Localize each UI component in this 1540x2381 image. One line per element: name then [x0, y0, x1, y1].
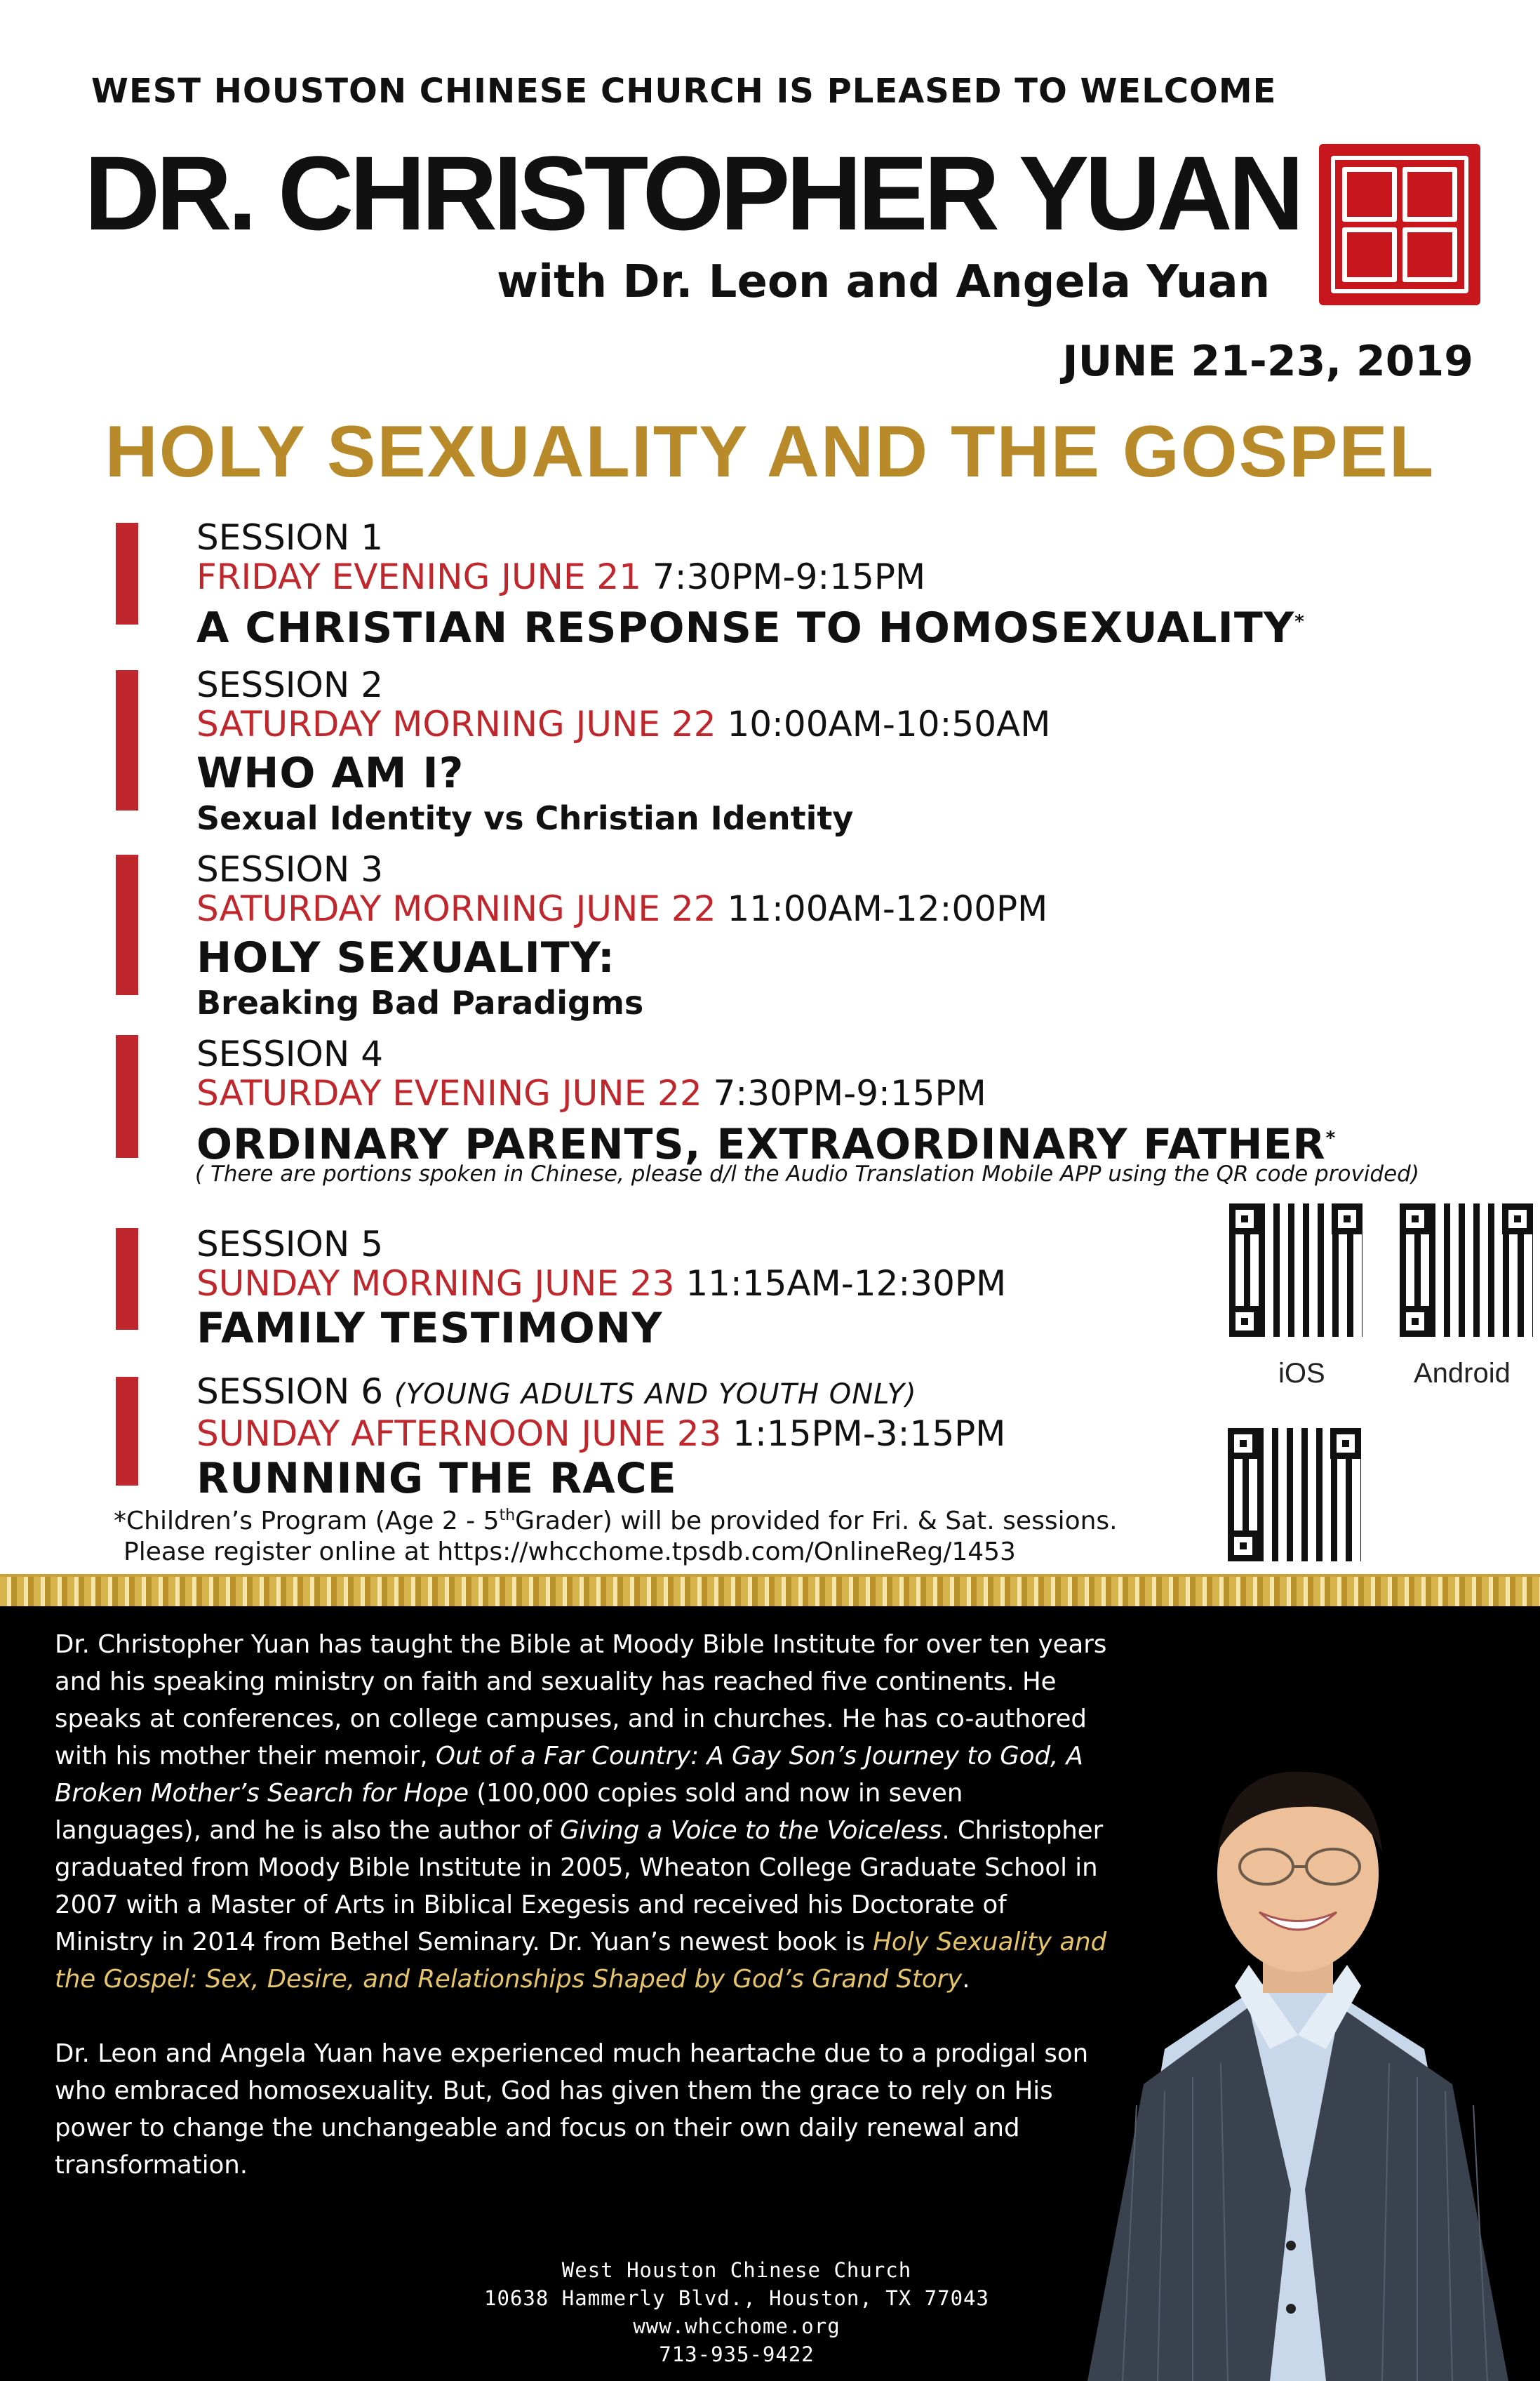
bio-text-run: Dr. Christopher Yuan has taught the Bible at Moody Bible Institute for over ten years and his speaking ministry on faith and sexuality has reached five continents. He speaks at conferences, on college campuses, and in churches. He has co-authored with his mother their memoir, [55, 1630, 1107, 1770]
event-dates: JUNE 21-23, 2019 [1062, 337, 1473, 386]
church-address: 10638 Hammerly Blvd., Houston, TX 77043 [484, 2286, 989, 2310]
session-title: RUNNING THE RACE [196, 1454, 677, 1503]
session-3 [196, 850, 1459, 1022]
session-day: SATURDAY MORNING JUNE 22 [196, 888, 716, 929]
session-day: SATURDAY MORNING JUNE 22 [196, 704, 716, 745]
session-number: SESSION 5 [196, 1224, 384, 1265]
session-time: 10:00AM-10:50AM [727, 704, 1051, 745]
bio-text-run: . Christopher graduated from Moody Bible Institute in 2005, Wheaton College Graduate School in 2007 with a Master of Arts in Biblical Exegesis and received his Doctorate of Ministry in 2014 from Bethel Seminary. Dr. Yuan’s newest book is [55, 1816, 1104, 1956]
session-when [196, 889, 1459, 928]
translation-note: ( There are portions spoken in Chinese, please d/l the Audio Translation Mobile APP using the QR code provided) [195, 1161, 1419, 1187]
session-title: WHO AM I? [196, 749, 464, 798]
session-title-text: A CHRISTIAN RESPONSE TO HOMOSEXUALITY [196, 603, 1295, 653]
session-when [196, 557, 1459, 596]
speaker-name: DR. CHRISTOPHER YUAN [84, 134, 1301, 252]
superscript: th [499, 1507, 516, 1524]
church-name: West Houston Chinese Church [561, 2258, 912, 2282]
asterisk-mark: * [1325, 1128, 1337, 1149]
chinese-seal-logo [1319, 144, 1480, 305]
ios-qr-code[interactable] [1229, 1203, 1362, 1337]
bio-paragraph-2: Dr. Leon and Angela Yuan have experienced much heartache due to a prodigal son who embraced homosexuality. But, God has given them the grace to rely on His power to change the unchangeable and focus on their own daily renewal and transformation. [55, 2039, 1089, 2180]
gold-ornamental-border [0, 1574, 1540, 1606]
android-qr-code[interactable] [1400, 1203, 1533, 1337]
session-time: 7:30PM-9:15PM [652, 556, 926, 597]
ios-label: iOS [1278, 1358, 1325, 1389]
session-when [196, 1074, 1459, 1113]
registration-link[interactable]: Please register online at https://whcchome.tpsdb.com/OnlineReg/1453 [123, 1538, 1016, 1566]
memoir-title: Out of a Far Country: A Gay Son’s Journey to God, A Broken Mother’s Search for Hope [55, 1742, 1083, 1808]
newest-book-title: Holy Sexuality and the Gospel: Sex, Desire, and Relationships Shaped by God’s Grand Story [55, 1928, 1107, 1994]
session-day: FRIDAY EVENING JUNE 21 [196, 556, 642, 597]
footnote-line-1 [114, 1500, 1118, 1537]
session-number-text: SESSION 6 [196, 1371, 384, 1412]
android-label: Android [1414, 1358, 1511, 1389]
session-number: SESSION 1 [196, 517, 384, 558]
childrens-program-note [114, 1500, 1118, 1568]
footnote-text: *Children’s Program (Age 2 - 5 [114, 1507, 500, 1535]
session-time: 11:00AM-12:00PM [727, 888, 1048, 929]
bio-text-run: . [962, 1965, 970, 1994]
asterisk-mark: * [1294, 611, 1305, 632]
session-day: SUNDAY AFTERNOON JUNE 23 [196, 1413, 722, 1454]
bio-text-run: (100,000 copies sold and now in seven languages), and he is also the author of [55, 1779, 963, 1845]
session-title: HOLY SEXUALITY: [196, 933, 615, 982]
session-time: 1:15PM-3:15PM [732, 1413, 1006, 1454]
session-day: SUNDAY MORNING JUNE 23 [196, 1263, 675, 1304]
session-day: SATURDAY EVENING JUNE 22 [196, 1073, 702, 1114]
session-number: SESSION 4 [196, 1034, 384, 1074]
session-title-text: ORDINARY PARENTS, EXTRAORDINARY FATHER [196, 1120, 1326, 1169]
session-number: SESSION 3 [196, 849, 384, 890]
church-phone[interactable]: 713-935-9422 [659, 2342, 815, 2366]
session-title [196, 596, 1459, 653]
bio-paragraph-1 [55, 1626, 1107, 1998]
church-website[interactable]: www.whcchome.org [633, 2314, 841, 2338]
session-accent-bar [116, 1228, 138, 1330]
session-accent-bar [116, 670, 138, 811]
session-title: FAMILY TESTIMONY [196, 1304, 663, 1353]
session-when [196, 705, 1459, 744]
welcome-heading: WEST HOUSTON CHINESE CHURCH IS PLEASED TO WELCOME [91, 72, 1277, 111]
book-title: Giving a Voice to the Voiceless [559, 1816, 942, 1845]
session-subtitle: Sexual Identity vs Christian Identity [196, 799, 854, 837]
session-accent-bar [116, 1377, 138, 1486]
session-time: 7:30PM-9:15PM [713, 1073, 986, 1114]
session-accent-bar [116, 1035, 138, 1158]
session-4 [196, 1034, 1459, 1170]
bio-text [55, 1626, 1107, 2221]
session-number: SESSION 2 [196, 665, 384, 705]
session-accent-bar [116, 855, 138, 995]
co-speakers: with Dr. Leon and Angela Yuan [497, 256, 1271, 308]
session-2 [196, 665, 1459, 838]
session-accent-bar [116, 523, 138, 625]
session-subtitle: Breaking Bad Paradigms [196, 984, 644, 1022]
session-audience-note: (YOUNG ADULTS AND YOUTH ONLY) [394, 1378, 917, 1410]
event-theme: HOLY SEXUALITY AND THE GOSPEL [105, 411, 1435, 493]
session-time: 11:15AM-12:30PM [685, 1263, 1007, 1304]
church-contact [330, 2256, 1144, 2368]
session-1 [196, 518, 1459, 653]
session-number [196, 1372, 1459, 1414]
footnote-text: Grader) will be provided for Fri. & Sat. sessions. [515, 1507, 1118, 1535]
registration-qr-code[interactable] [1228, 1428, 1361, 1561]
